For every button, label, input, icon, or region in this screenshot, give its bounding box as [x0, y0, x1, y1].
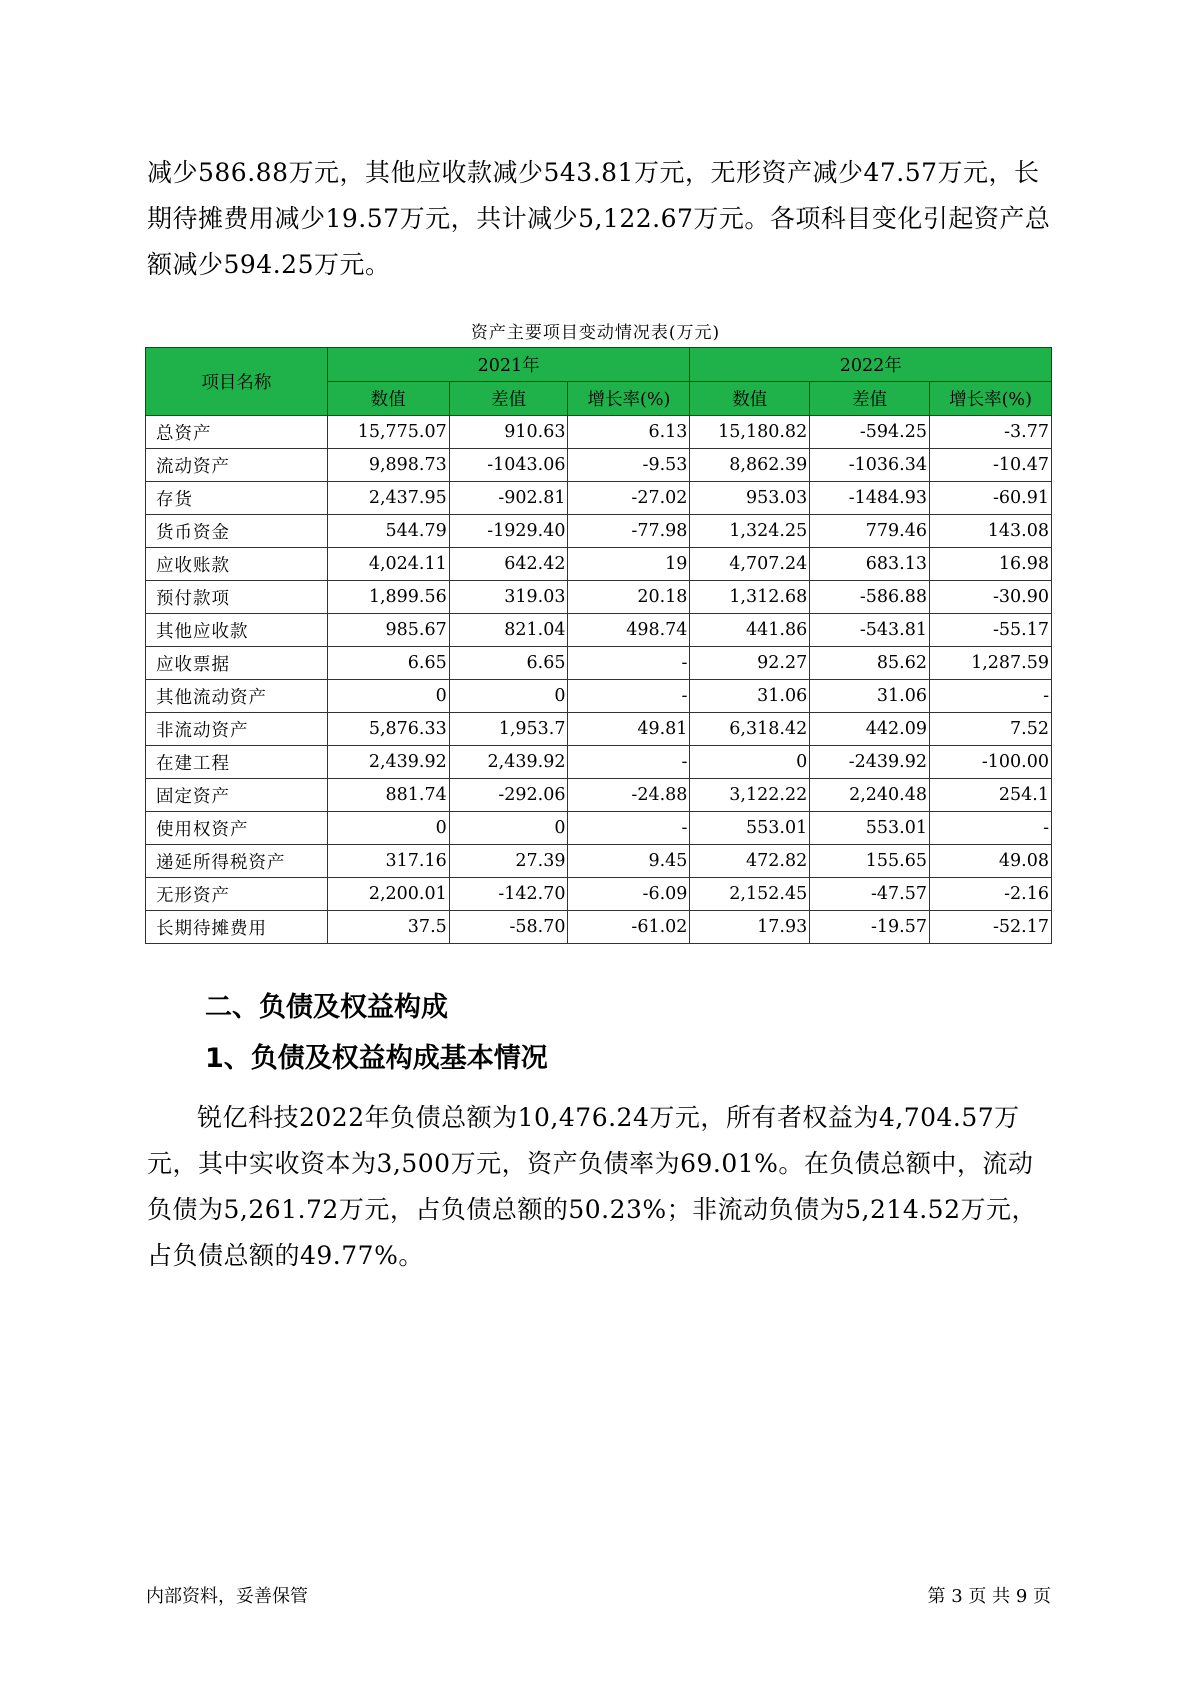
row-cell: 5,876.33 — [327, 713, 449, 746]
row-cell: 498.74 — [568, 614, 690, 647]
table-row — [146, 482, 1052, 515]
row-cell: 441.86 — [690, 614, 810, 647]
table-caption: 资产主要项目变动情况表(万元) — [470, 323, 721, 343]
header-col-growth: 增长率(%) — [568, 382, 690, 416]
row-cell: 85.62 — [810, 647, 930, 680]
row-cell: 31.06 — [690, 680, 810, 713]
row-item-name: 总资产 — [146, 416, 328, 449]
row-cell: -2.16 — [930, 878, 1052, 911]
footer-confidential-note: 内部资料，妥善保管 — [146, 1586, 308, 1607]
row-cell: 9.45 — [568, 845, 690, 878]
row-item-name: 固定资产 — [146, 779, 328, 812]
row-item-name: 货币资金 — [146, 515, 328, 548]
row-cell: 155.65 — [810, 845, 930, 878]
row-cell: 17.93 — [690, 911, 810, 944]
row-item-name: 应收账款 — [146, 548, 328, 581]
header-col-value: 数值 — [690, 382, 810, 416]
row-cell: 0 — [327, 812, 449, 845]
row-cell: - — [930, 680, 1052, 713]
row-cell: -6.09 — [568, 878, 690, 911]
row-item-name: 在建工程 — [146, 746, 328, 779]
row-cell: -1043.06 — [449, 449, 568, 482]
row-cell: 254.1 — [930, 779, 1052, 812]
row-cell: -1929.40 — [449, 515, 568, 548]
row-cell: -9.53 — [568, 449, 690, 482]
row-cell: 9,898.73 — [327, 449, 449, 482]
row-cell: 1,312.68 — [690, 581, 810, 614]
row-cell: -10.47 — [930, 449, 1052, 482]
row-cell: 0 — [449, 812, 568, 845]
intro-paragraph: 减少586.88万元，其他应收款减少543.81万元，无形资产减少47.57万元，长期待摊费用减少19.57万元，共计减少5,122.67万元。各项科目变化引起资产总额减少594.25万元。 — [147, 158, 1051, 279]
row-cell: 2,439.92 — [327, 746, 449, 779]
body-paragraph: 锐亿科技2022年负债总额为10,476.24万元，所有者权益为4,704.57万元，其中实收资本为3,500万元，资产负债率为69.01%。在负债总额中，流动负债为5,261.72万元，占负债总额的50.23%；非流动负债为5,214.52万元，占负债总额的49.77%。 — [147, 1103, 1037, 1270]
row-cell: 6.65 — [327, 647, 449, 680]
row-cell: 49.08 — [930, 845, 1052, 878]
header-col-diff: 差值 — [449, 382, 568, 416]
row-item-name: 流动资产 — [146, 449, 328, 482]
row-cell: - — [568, 680, 690, 713]
row-cell: 2,437.95 — [327, 482, 449, 515]
table-row — [146, 746, 1052, 779]
table-row — [146, 779, 1052, 812]
row-cell: 15,775.07 — [327, 416, 449, 449]
row-cell: 6.65 — [449, 647, 568, 680]
row-cell: -55.17 — [930, 614, 1052, 647]
row-item-name: 存货 — [146, 482, 328, 515]
row-cell: - — [930, 812, 1052, 845]
row-cell: 1,287.59 — [930, 647, 1052, 680]
table-row — [146, 911, 1052, 944]
row-cell: 642.42 — [449, 548, 568, 581]
row-item-name: 长期待摊费用 — [146, 911, 328, 944]
row-cell: 1,953.7 — [449, 713, 568, 746]
row-cell: 6.13 — [568, 416, 690, 449]
row-cell: 683.13 — [810, 548, 930, 581]
table-row — [146, 581, 1052, 614]
row-cell: -60.91 — [930, 482, 1052, 515]
row-item-name: 应收票据 — [146, 647, 328, 680]
row-cell: -100.00 — [930, 746, 1052, 779]
row-cell: 3,122.22 — [690, 779, 810, 812]
row-cell: 821.04 — [449, 614, 568, 647]
header-year-2022: 2022年 — [690, 348, 1052, 382]
row-item-name: 使用权资产 — [146, 812, 328, 845]
row-cell: 553.01 — [690, 812, 810, 845]
table-row — [146, 845, 1052, 878]
row-cell: 2,240.48 — [810, 779, 930, 812]
row-cell: 953.03 — [690, 482, 810, 515]
row-cell: 15,180.82 — [690, 416, 810, 449]
row-cell: -586.88 — [810, 581, 930, 614]
row-cell: 37.5 — [327, 911, 449, 944]
row-cell: 8,862.39 — [690, 449, 810, 482]
row-cell: 910.63 — [449, 416, 568, 449]
row-cell: -1484.93 — [810, 482, 930, 515]
table-row — [146, 416, 1052, 449]
row-cell: -61.02 — [568, 911, 690, 944]
row-cell: -142.70 — [449, 878, 568, 911]
row-cell: - — [568, 812, 690, 845]
row-item-name: 其他流动资产 — [146, 680, 328, 713]
header-col-value: 数值 — [327, 382, 449, 416]
row-cell: 553.01 — [810, 812, 930, 845]
row-cell: -47.57 — [810, 878, 930, 911]
row-item-name: 无形资产 — [146, 878, 328, 911]
row-cell: 16.98 — [930, 548, 1052, 581]
row-cell: -292.06 — [449, 779, 568, 812]
row-cell: - — [568, 647, 690, 680]
row-cell: 31.06 — [810, 680, 930, 713]
row-cell: 442.09 — [810, 713, 930, 746]
row-cell: 2,200.01 — [327, 878, 449, 911]
row-cell: 317.16 — [327, 845, 449, 878]
row-cell: 27.39 — [449, 845, 568, 878]
row-cell: 319.03 — [449, 581, 568, 614]
row-cell: 7.52 — [930, 713, 1052, 746]
row-cell: -2439.92 — [810, 746, 930, 779]
row-cell: 1,324.25 — [690, 515, 810, 548]
row-cell: 143.08 — [930, 515, 1052, 548]
row-cell: 92.27 — [690, 647, 810, 680]
row-item-name: 其他应收款 — [146, 614, 328, 647]
row-cell: 2,439.92 — [449, 746, 568, 779]
footer-page-number: 第 3 页 共 9 页 — [927, 1586, 1051, 1607]
row-cell: 0 — [690, 746, 810, 779]
row-cell: 2,152.45 — [690, 878, 810, 911]
table-row — [146, 548, 1052, 581]
table-row — [146, 680, 1052, 713]
row-cell: 1,899.56 — [327, 581, 449, 614]
row-cell: -543.81 — [810, 614, 930, 647]
row-cell: 4,707.24 — [690, 548, 810, 581]
row-cell: -1036.34 — [810, 449, 930, 482]
table-body — [146, 416, 1052, 944]
row-cell: -77.98 — [568, 515, 690, 548]
row-cell: -3.77 — [930, 416, 1052, 449]
table-row — [146, 614, 1052, 647]
row-cell: 19 — [568, 548, 690, 581]
row-cell: 0 — [449, 680, 568, 713]
row-cell: 544.79 — [327, 515, 449, 548]
row-cell: -902.81 — [449, 482, 568, 515]
row-item-name: 非流动资产 — [146, 713, 328, 746]
header-year-2021: 2021年 — [327, 348, 690, 382]
row-cell: 0 — [327, 680, 449, 713]
header-col-diff: 差值 — [810, 382, 930, 416]
table-row — [146, 812, 1052, 845]
header-item-name: 项目名称 — [146, 348, 328, 416]
row-cell: 49.81 — [568, 713, 690, 746]
row-cell: 472.82 — [690, 845, 810, 878]
assets-change-table — [145, 347, 1052, 944]
row-cell: -27.02 — [568, 482, 690, 515]
header-col-growth: 增长率(%) — [930, 382, 1052, 416]
row-item-name: 预付款项 — [146, 581, 328, 614]
row-cell: 6,318.42 — [690, 713, 810, 746]
row-cell: -24.88 — [568, 779, 690, 812]
row-cell: 20.18 — [568, 581, 690, 614]
row-cell: -52.17 — [930, 911, 1052, 944]
row-cell: 881.74 — [327, 779, 449, 812]
row-cell: 779.46 — [810, 515, 930, 548]
row-cell: -594.25 — [810, 416, 930, 449]
row-cell: - — [568, 746, 690, 779]
table-row — [146, 515, 1052, 548]
row-cell: 4,024.11 — [327, 548, 449, 581]
row-cell: -58.70 — [449, 911, 568, 944]
table-row — [146, 647, 1052, 680]
table-row — [146, 878, 1052, 911]
subsection-heading: 1、负债及权益构成基本情况 — [205, 1043, 548, 1074]
table-row — [146, 713, 1052, 746]
row-cell: 985.67 — [327, 614, 449, 647]
row-cell: -19.57 — [810, 911, 930, 944]
section-heading: 二、负债及权益构成 — [205, 992, 448, 1023]
table-row — [146, 449, 1052, 482]
row-item-name: 递延所得税资产 — [146, 845, 328, 878]
row-cell: -30.90 — [930, 581, 1052, 614]
